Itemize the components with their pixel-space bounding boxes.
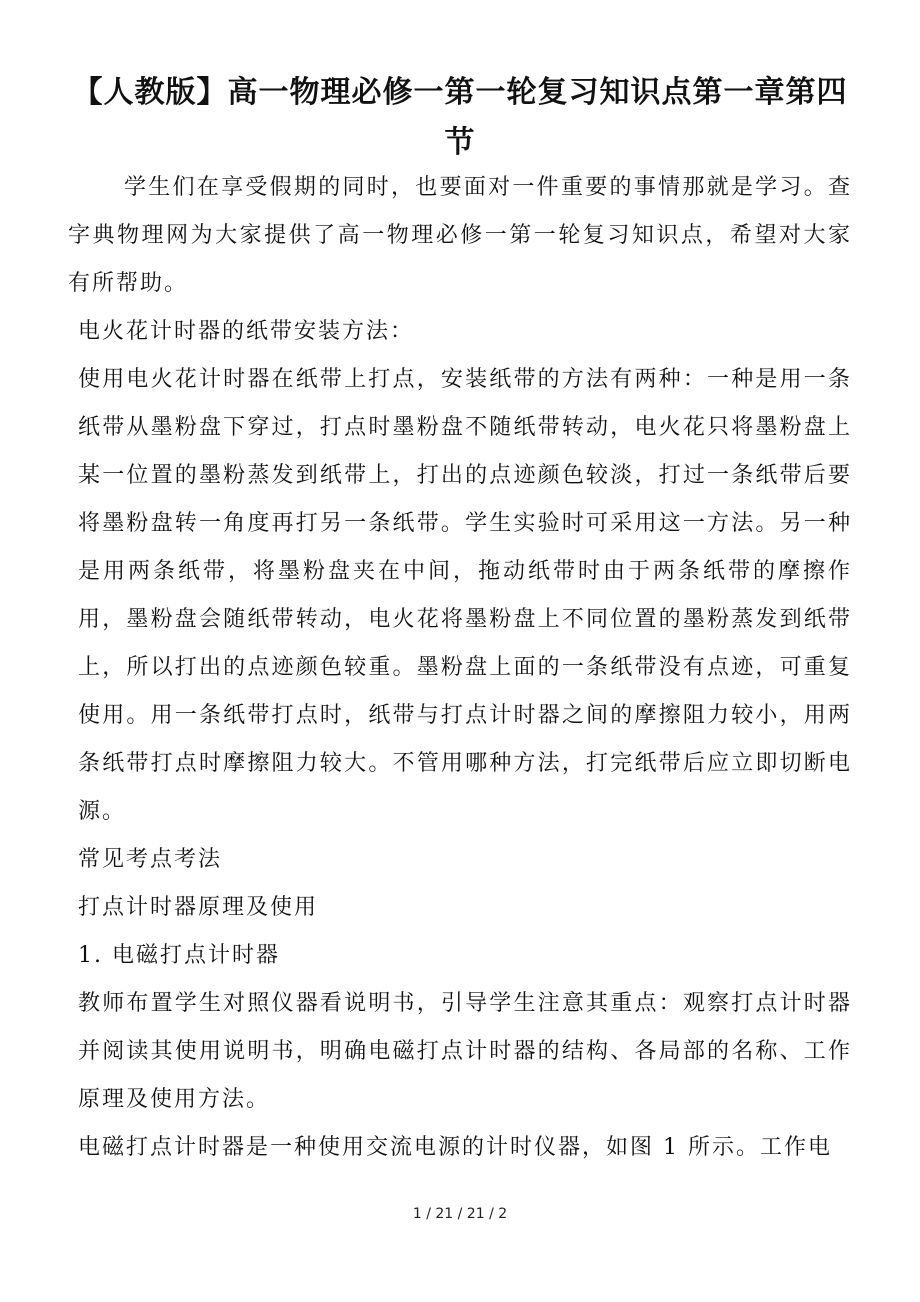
section-heading-principle: 打点计时器原理及使用 xyxy=(78,895,319,920)
numbered-heading-electromagnetic-timer: 1. 电磁打点计时器 xyxy=(78,943,280,968)
section-heading-installation: 电火花计时器的纸带安装方法： xyxy=(78,319,415,344)
teacher-instruction-paragraph: 教师布置学生对照仪器看说明书，引导学生注意其重点：观察打点计时器并阅读其使用说明书，明确电磁打点计时器的结构、各局部的名称、工作原理及使用方法。 xyxy=(78,991,852,1112)
section-heading-common-tests: 常见考点考法 xyxy=(78,847,223,872)
document-title: 【人教版】高一物理必修一第一轮复习知识点第一章第四节 xyxy=(72,75,848,160)
intro-paragraph: 学生们在享受假期的同时，也要面对一件重要的事情那就是学习。查字典物理网为大家提供了高一物理必修一第一轮复习知识点，希望对大家有所帮助。 xyxy=(68,175,852,296)
page-number-footer: 1 / 21 / 21 / 2 xyxy=(412,1206,508,1222)
timer-description-paragraph: 电磁打点计时器是一种使用交流电源的计时仪器，如图 1 所示。工作电 xyxy=(78,1135,832,1160)
installation-paragraph: 使用电火花计时器在纸带上打点，安装纸带的方法有两种：一种是用一条纸带从墨粉盘下穿过，打点时墨粉盘不随纸带转动，电火花只将墨粉盘上某一位置的墨粉蒸发到纸带上，打出的点迹颜色较淡，打过一条纸带后要将墨粉盘转一角度再打另一条纸带。学生实验时可采用这一方法。另一种是用两条纸带，将墨粉盘夹在中间，拖动纸带时由于两条纸带的摩擦作用，墨粉盘会随纸带转动，电火花将墨粉盘上不同位置的墨粉蒸发到纸带上，所以打出的点迹颜色较重。墨粉盘上面的一条纸带没有点迹，可重复使用。用一条纸带打点时，纸带与打点计时器之间的摩擦阻力较小，用两条纸带打点时摩擦阻力较大。不管用哪种方法，打完纸带后应立即切断电源。 xyxy=(78,367,852,824)
document-body xyxy=(68,164,852,1172)
